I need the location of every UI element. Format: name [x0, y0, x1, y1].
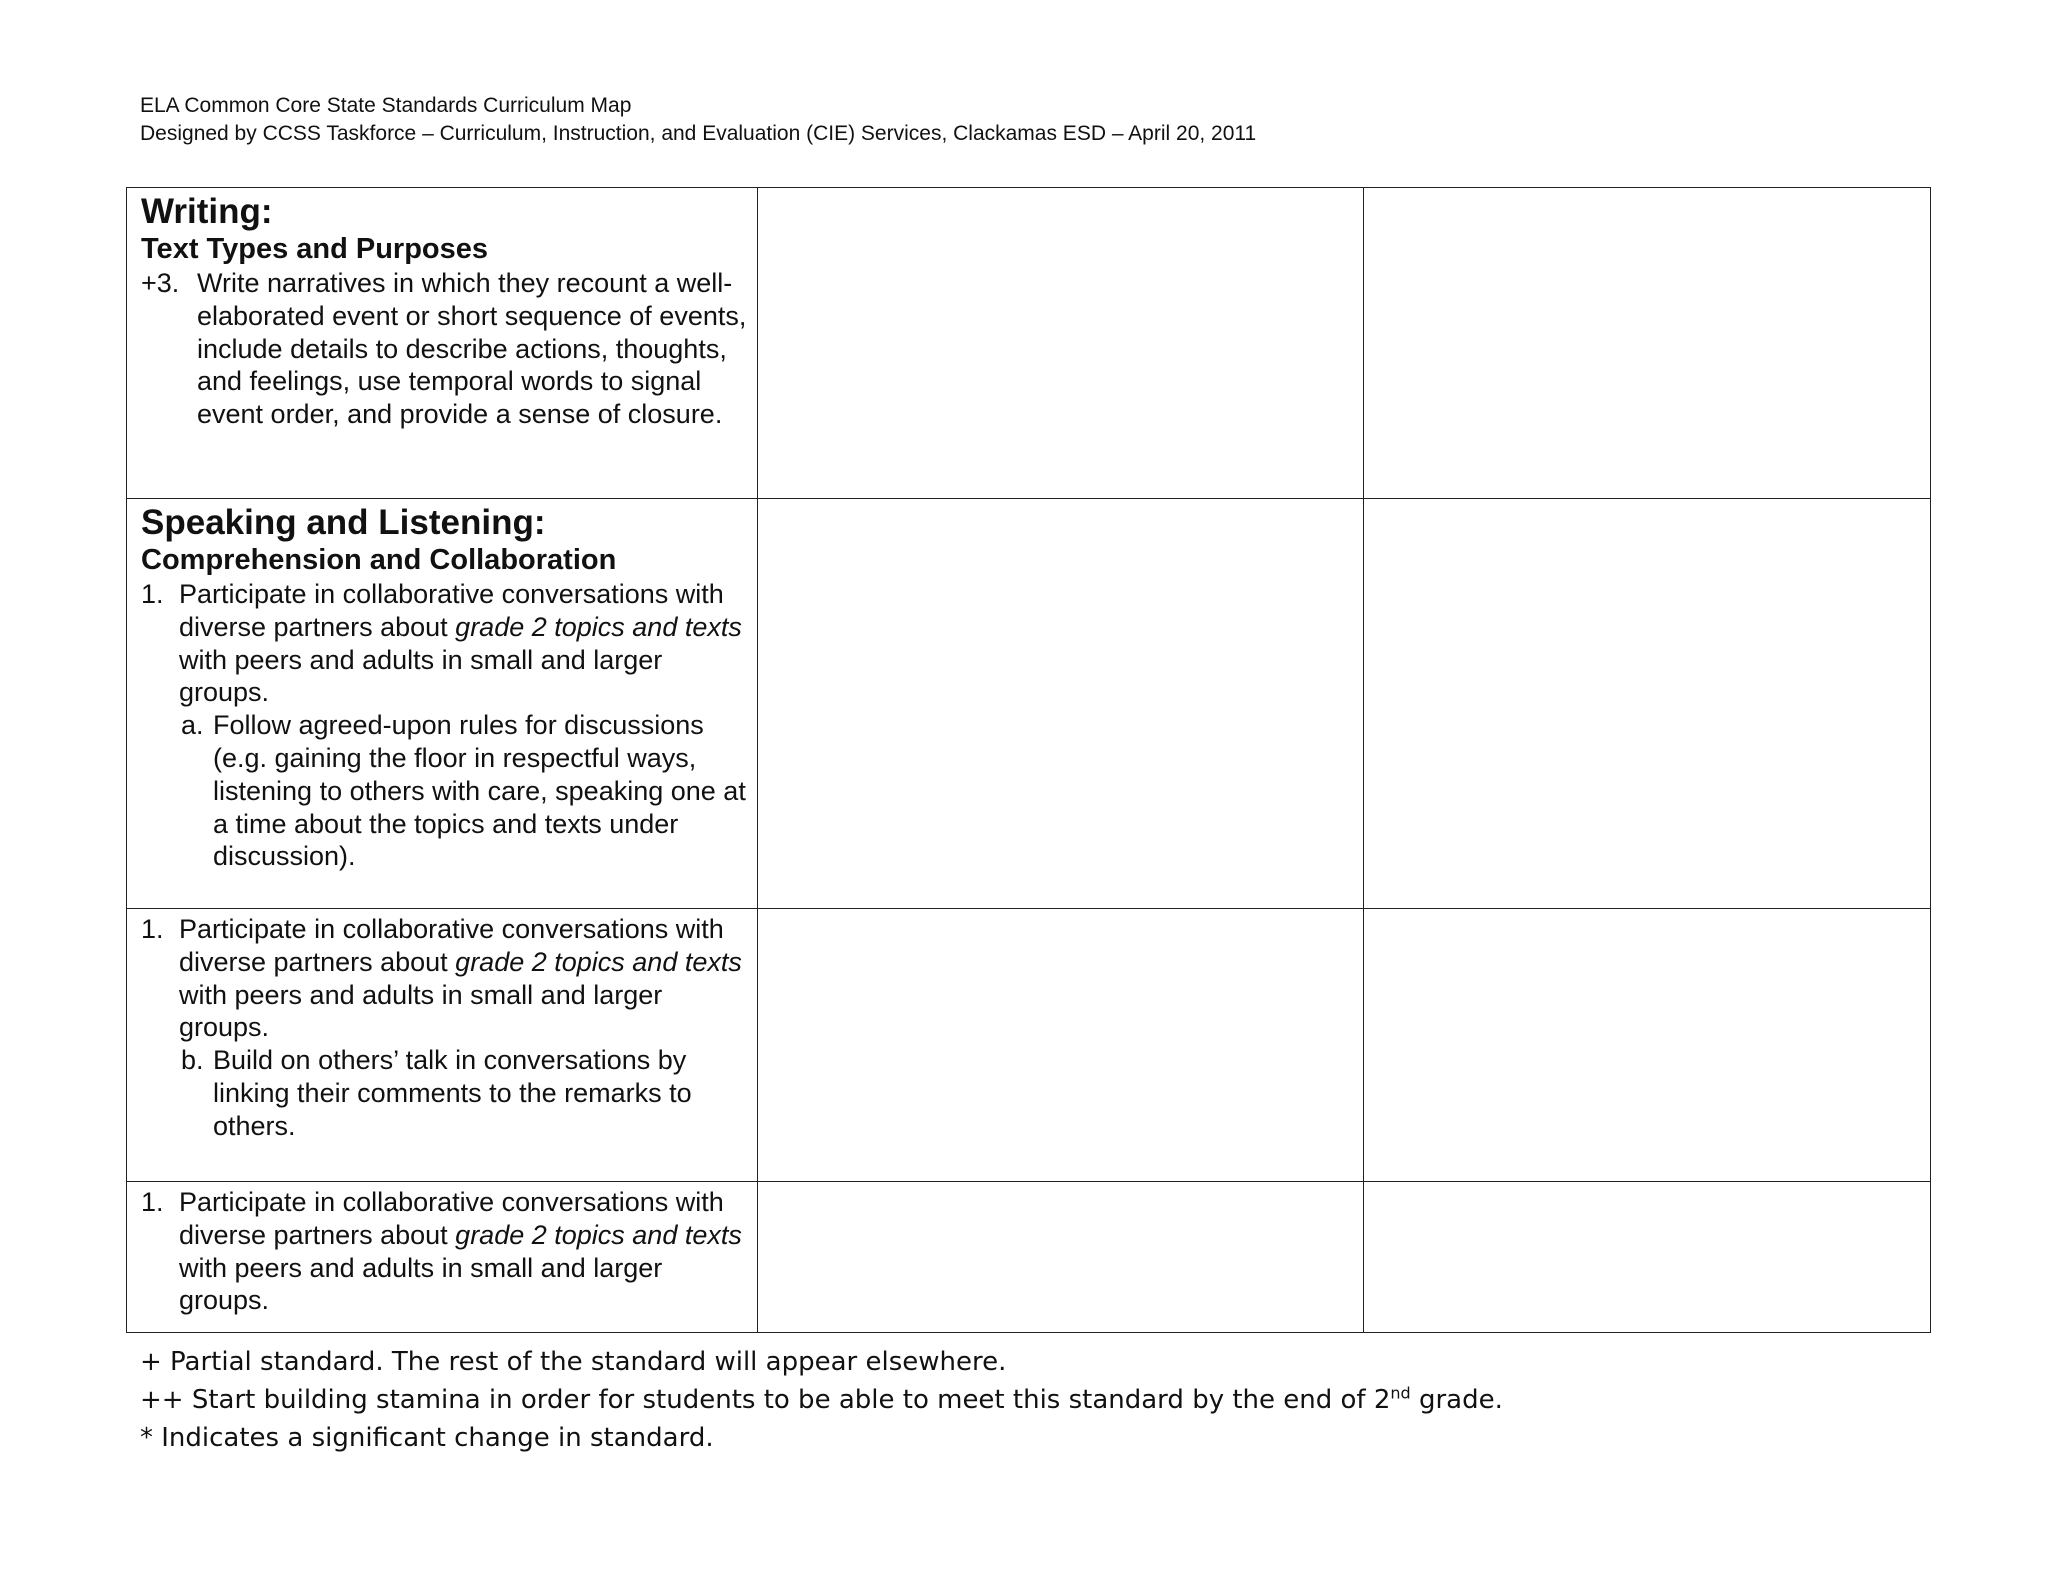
empty-cell: [1364, 188, 1931, 499]
empty-cell: [1364, 499, 1931, 909]
section-subheading: Text Types and Purposes: [141, 233, 489, 265]
standard-cell: [127, 188, 758, 499]
substandard-letter: b.: [181, 1045, 204, 1076]
footnotes: [140, 1343, 1503, 1457]
substandard-text: Follow agreed-upon rules for discussions (e.g. gaining the floor in respectful ways, listening to others with care, speaking one at a time about the topics and texts under discussion).: [213, 710, 746, 872]
standard-text: [179, 1186, 747, 1317]
standard-cell: [127, 499, 758, 909]
section-heading: Writing:: [141, 192, 273, 231]
empty-cell: [758, 1182, 1364, 1333]
table-row: [127, 499, 1931, 909]
standard-text-part: Participate in collaborative conversations with diverse partners about: [179, 1187, 724, 1250]
curriculum-map-table: [126, 187, 1931, 1333]
standard-item: [141, 1186, 747, 1317]
footnote-stamina-end: grade.: [1410, 1385, 1503, 1415]
standard-number: 1.: [141, 914, 164, 944]
header-title: ELA Common Core State Standards Curriculum Map: [140, 94, 632, 117]
substandard-letter: a.: [181, 710, 204, 741]
empty-cell: [758, 499, 1364, 909]
empty-cell: [758, 909, 1364, 1182]
standard-text-italic: grade 2 topics and texts: [455, 1219, 742, 1250]
ordinal-suffix: nd: [1390, 1383, 1411, 1403]
standard-number: 1.: [141, 1187, 164, 1217]
standard-item: [141, 913, 747, 1044]
footnote-change: * Indicates a significant change in standard.: [140, 1423, 714, 1453]
standard-text-part: with peers and adults in small and larger groups.: [179, 1252, 663, 1316]
standard-cell: [127, 909, 758, 1182]
header-subtitle: Designed by CCSS Taskforce – Curriculum, Instruction, and Evaluation (CIE) Services, Clackamas ESD – April 20, 2011: [140, 122, 1257, 145]
table-row: [127, 188, 1931, 499]
section-subheading: Comprehension and Collaboration: [141, 544, 617, 576]
footnote-stamina: [140, 1381, 1503, 1419]
standard-text-part: with peers and adults in small and larger groups.: [179, 644, 663, 708]
standard-text-part: Participate in collaborative conversations with diverse partners about: [179, 914, 724, 977]
empty-cell: [758, 188, 1364, 499]
table-row: [127, 1182, 1931, 1333]
standard-text: [179, 913, 747, 1044]
substandard-text: Build on others’ talk in conversations by linking their comments to the remarks to others.: [213, 1045, 692, 1141]
footnote-partial: + Partial standard. The rest of the standard will appear elsewhere.: [140, 1347, 1007, 1377]
standard-text-part: Participate in collaborative conversations with diverse partners about: [179, 579, 724, 642]
standard-text-italic: grade 2 topics and texts: [455, 611, 742, 642]
footnote-stamina-text: ++ Start building stamina in order for students to be able to meet this standard by the end of 2: [140, 1385, 1391, 1415]
substandard-item: [141, 709, 747, 873]
substandard-item: [141, 1044, 747, 1142]
standard-text-part: with peers and adults in small and larger groups.: [179, 979, 663, 1043]
standard-number: +3.: [141, 268, 180, 298]
standard-text: [179, 578, 747, 709]
empty-cell: [1364, 909, 1931, 1182]
standard-text: Write narratives in which they recount a well-elaborated event or short sequence of events, include details to describe actions, thoughts, and feelings, use temporal words to signal event order, and provide a sense of closure.: [197, 268, 747, 430]
document-header: [140, 92, 1256, 148]
table-row: [127, 909, 1931, 1182]
standard-cell: [127, 1182, 758, 1333]
empty-cell: [1364, 1182, 1931, 1333]
standard-item: [141, 267, 747, 431]
standard-text-italic: grade 2 topics and texts: [455, 946, 742, 977]
standard-item: [141, 578, 747, 709]
section-heading: Speaking and Listening:: [141, 503, 546, 542]
standard-number: 1.: [141, 579, 164, 609]
